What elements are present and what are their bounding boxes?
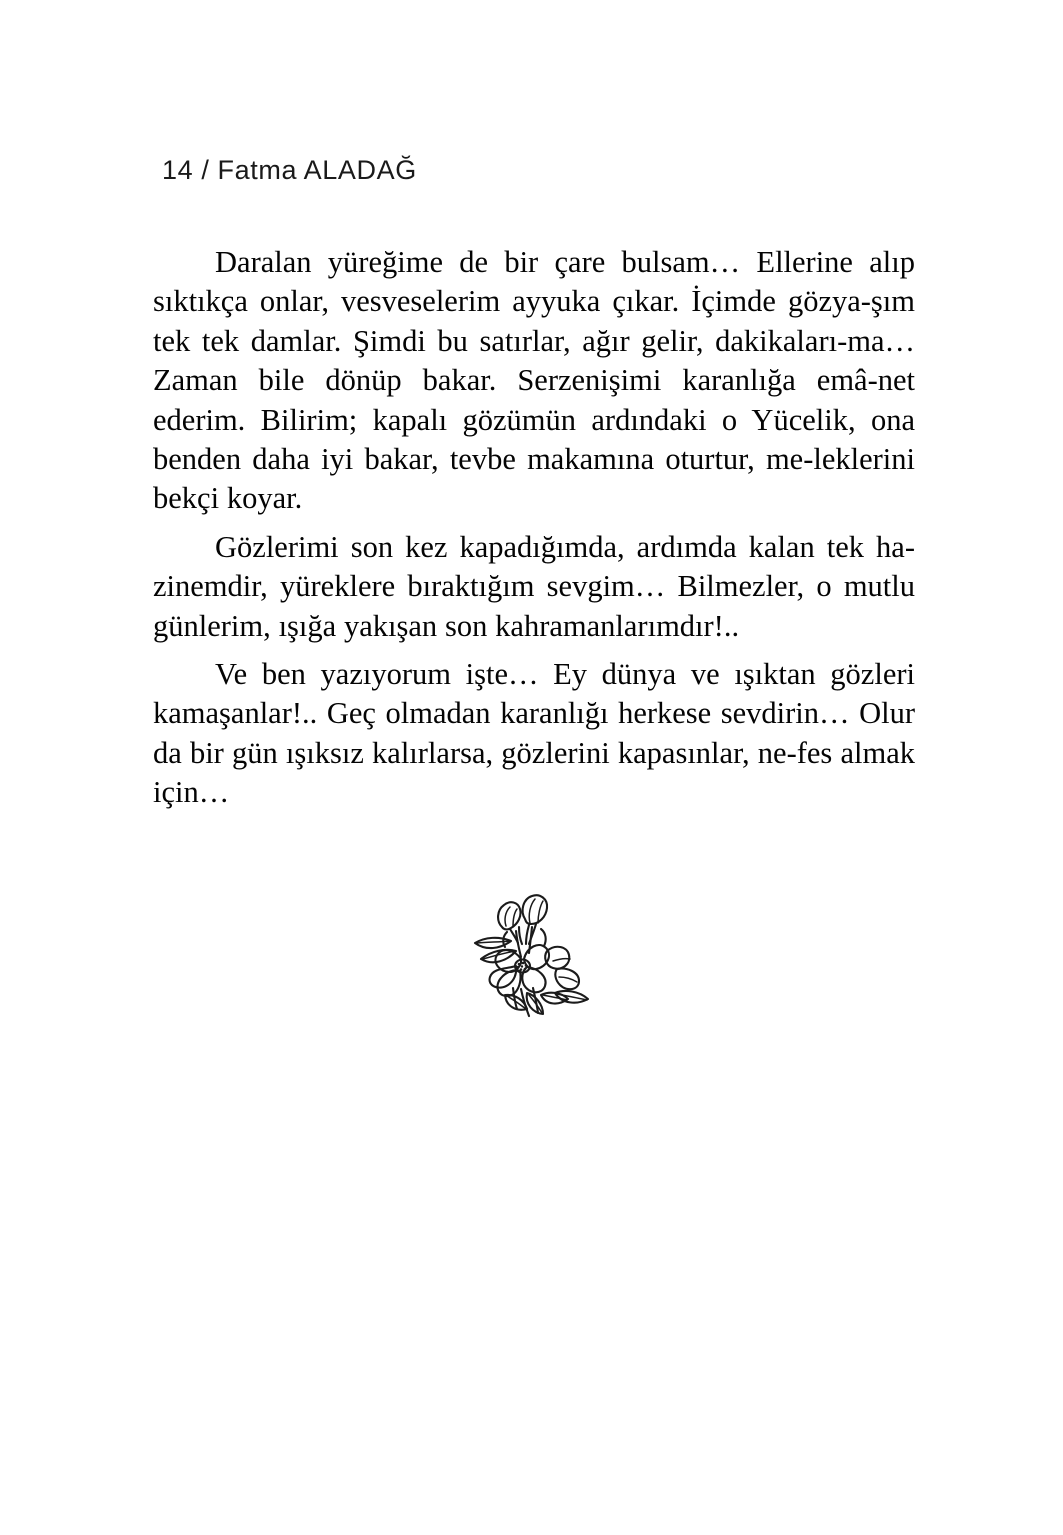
running-header: 14 / Fatma ALADAĞ <box>162 155 417 185</box>
paragraph: Ve ben yazıyorum işte… Ey dünya ve ışıktan gözleri kamaşanlar!.. Geç olmadan karanlığı herkese sevdirin… Olur da bir gün ışıksız kalırlarsa, gözlerini kapasınlar, ne-fes almak için… <box>153 657 915 810</box>
paragraph: Daralan yüreğime de bir çare bulsam… Ellerine alıp sıktıkça onlar, vesveselerim ayyuka çıkar. İçimde gözya-şım tek tek damlar. Şimdi bu satırlar, ağır gelir, dakikaları-ma… Zaman bile dönüp bakar. Serzenişimi karanlığa emâ-net ederim. Bilirim; kapalı gözümün ardındaki o Yücelik, ona benden daha iyi bakar, tevbe makamına oturtur, me-leklerini bekçi koyar. <box>153 245 915 516</box>
paragraph: Gözlerimi son kez kapadığımda, ardımda kalan tek ha-zinemdir, yüreklere bıraktığım sevgim… Bilmezler, o mutlu günlerim, ışığa yakışan son kahramanlarımdır!.. <box>153 529 915 643</box>
body-text-block <box>153 243 915 813</box>
section-ornament <box>0 889 1063 1021</box>
floral-bouquet-icon <box>469 889 595 1021</box>
